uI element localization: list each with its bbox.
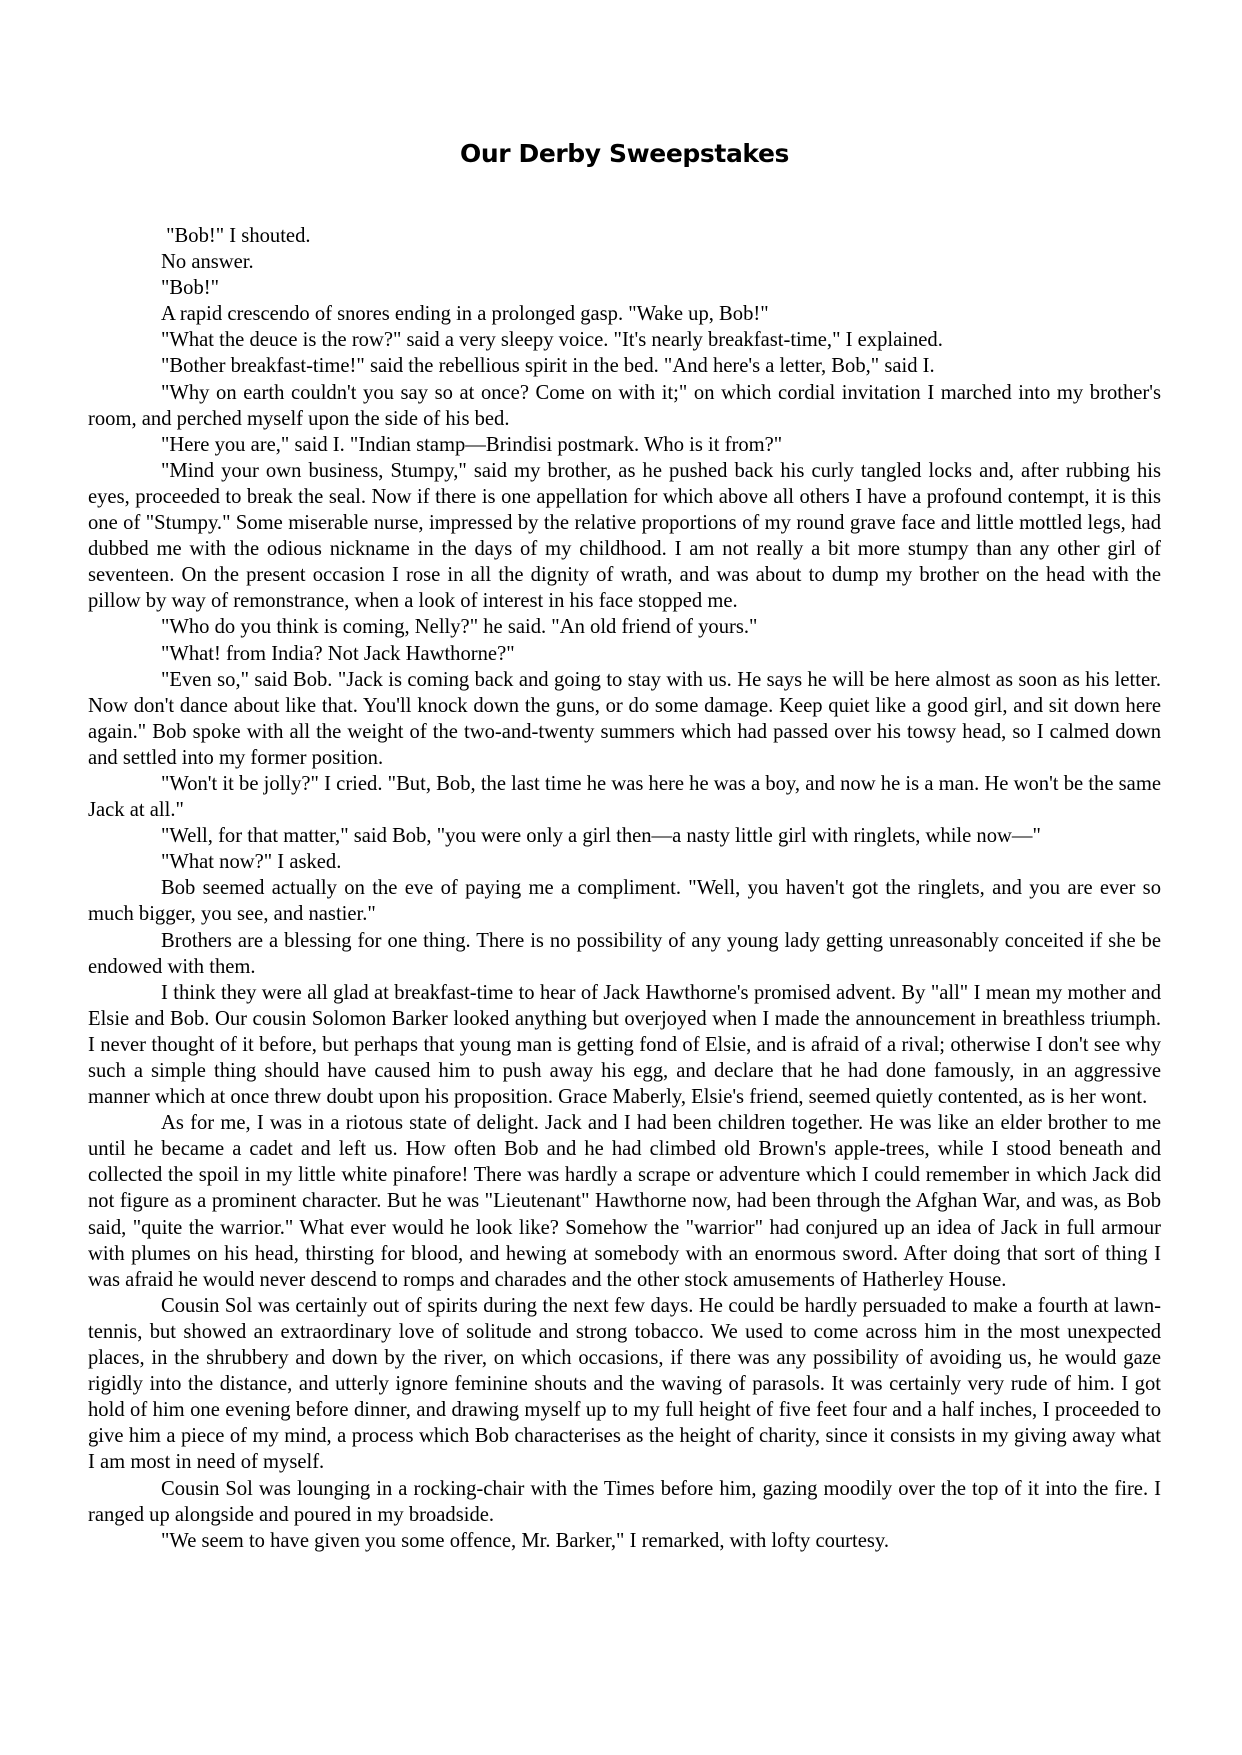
paragraph: "Won't it be jolly?" I cried. "But, Bob, the last time he was here he was a boy, and now he is a man. He won't be the same Jack at all." — [88, 772, 1161, 822]
paragraph: "Mind your own business, Stumpy," said my brother, as he pushed back his curly tangled locks and, after rubbing his eyes, proceeded to break the seal. Now if there is one appellation for which above all others I have a profound contempt, it is this one of "Stumpy." Some miserable nurse, impressed by the relative proportions of my round grave face and little mottled legs, had dubbed me with the odious nickname in the days of my childhood. I am not really a bit more stumpy than any other girl of seventeen. On the present occasion I rose in all the dignity of wrath, and was about to dump my brother on the head with the pillow by way of remonstrance, when a look of interest in his face stopped me. — [88, 459, 1161, 613]
paragraph: "Here you are," said I. "Indian stamp—Brindisi postmark. Who is it from?" — [161, 433, 783, 456]
paragraph: Cousin Sol was lounging in a rocking-chair with the Times before him, gazing moodily over the top of it into the fire. I ranged up alongside and poured in my broadside. — [88, 1477, 1161, 1526]
paragraph: "We seem to have given you some offence, Mr. Barker," I remarked, with lofty courtesy. — [161, 1529, 890, 1552]
paragraph: "What! from India? Not Jack Hawthorne?" — [161, 642, 515, 665]
paragraph: Bob seemed actually on the eve of paying me a compliment. "Well, you haven't got the ringlets, and you are ever so much bigger, you see, and nastier." — [88, 877, 1161, 926]
paragraph: "Even so," said Bob. "Jack is coming back and going to stay with us. He says he will be here almost as soon as his letter. Now don't dance about like that. You'll knock down the guns, or do some damage. Keep quiet like a good girl, and sit down here again." Bob spoke with all the weight of the two-and-twenty summers which had passed over his towsy head, so I calmed down and settled into my former position. — [88, 668, 1161, 769]
paragraph: "Why on earth couldn't you say so at once? Come on with it;" on which cordial invitation I marched into my brother's room, and perched myself upon the side of his bed. — [88, 381, 1161, 430]
paragraph: As for me, I was in a riotous state of delight. Jack and I had been children together. He was like an elder brother to me until he became a cadet and left us. How often Bob and he had climbed old Brown's apple-trees, while I stood beneath and collected the spoil in my little white pinafore! There was hardly a scrape or adventure which I could remember in which Jack did not figure as a prominent character. But he was "Lieutenant" Hawthorne now, had been through the Afghan War, and was, as Bob said, "quite the warrior." What ever would he look like? Somehow the "warrior" had conjured up an idea of Jack in full armour with plumes on his head, thirsting for blood, and hewing at somebody with an enormous sword. After doing that sort of thing I was afraid he would never descend to romps and charades and the other stock amusements of Hatherley House. — [88, 1112, 1161, 1291]
paragraph: "Well, for that matter," said Bob, "you were only a girl then—a nasty little girl with ringlets, while now—" — [161, 825, 1041, 848]
document-body — [88, 223, 1161, 1554]
paragraph: A rapid crescendo of snores ending in a prolonged gasp. "Wake up, Bob!" — [161, 303, 769, 326]
paragraph: "Bother breakfast-time!" said the rebellious spirit in the bed. "And here's a letter, Bob," said I. — [161, 355, 935, 378]
paragraph: "Bob!" — [161, 277, 220, 300]
paragraph: "Bob!" I shouted. — [161, 225, 311, 247]
document-title: Our Derby Sweepstakes — [459, 139, 789, 168]
paragraph: "What now?" I asked. — [161, 851, 342, 874]
paragraph: Cousin Sol was certainly out of spirits during the next few days. He could be hardly persuaded to make a fourth at lawn-tennis, but showed an extraordinary love of solitude and strong tobacco. We used to come across him in the most unexpected places, in the shrubbery and down by the river, on which occasions, if there was any possibility of avoiding us, he would gaze rigidly into the distance, and utterly ignore feminine shouts and the waving of parasols. It was certainly very rude of him. I got hold of him one evening before dinner, and drawing myself up to my full height of five feet four and a half inches, I proceeded to give him a piece of my mind, a process which Bob characterises as the height of charity, since it consists in my giving away what I am most in need of myself. — [88, 1294, 1161, 1474]
paragraph: I think they were all glad at breakfast-time to hear of Jack Hawthorne's promised advent. By "all" I mean my mother and Elsie and Bob. Our cousin Solomon Barker looked anything but overjoyed when I made the announcement in breathless triumph. I never thought of it before, but perhaps that young man is getting fond of Elsie, and is afraid of a rival; otherwise I don't see why such a simple thing should have caused him to push away his egg, and declare that he had done famously, in an aggressive manner which at once threw doubt upon his proposition. Grace Maberly, Elsie's friend, seemed quietly contented, as is her wont. — [88, 981, 1161, 1109]
paragraph: No answer. — [161, 251, 254, 274]
paragraph: Brothers are a blessing for one thing. There is no possibility of any young lady getting unreasonably conceited if she be endowed with them. — [88, 929, 1161, 978]
paragraph: "What the deuce is the row?" said a very sleepy voice. "It's nearly breakfast-time," I explained. — [161, 329, 943, 352]
paragraph: "Who do you think is coming, Nelly?" he said. "An old friend of yours." — [161, 616, 758, 639]
